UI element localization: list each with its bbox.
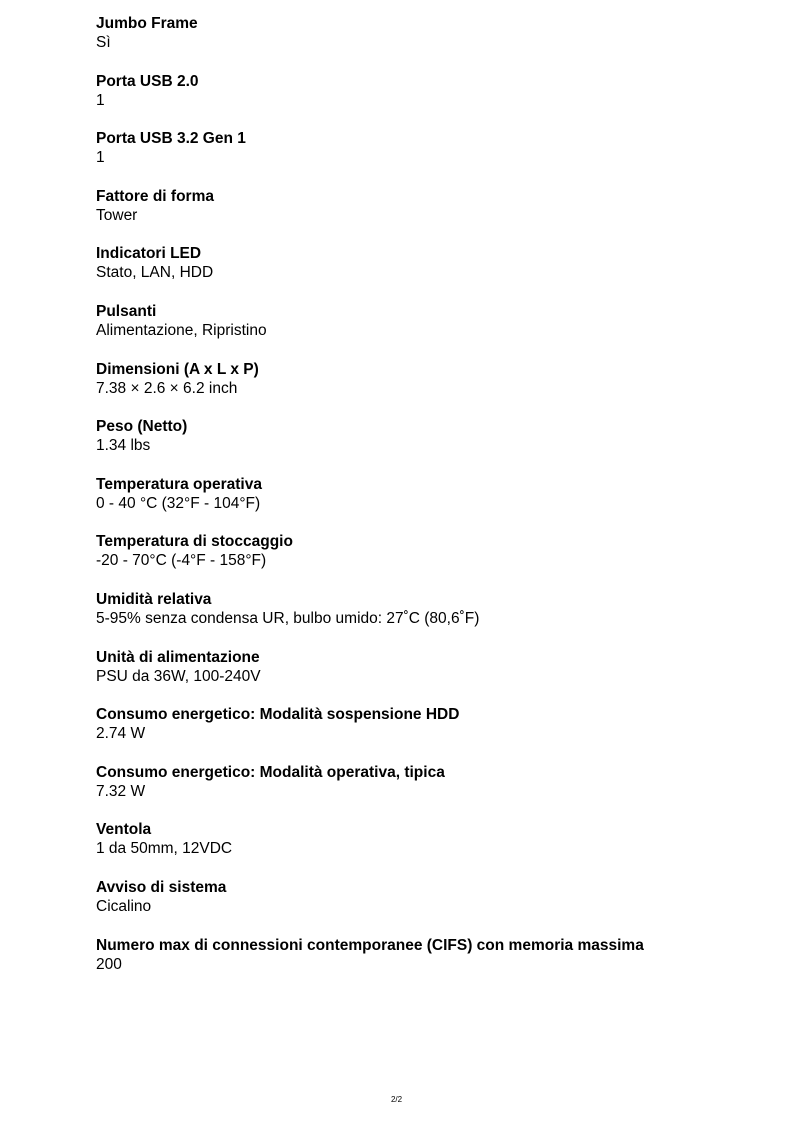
spec-item-power-hdd-sleep xyxy=(96,705,756,763)
spec-item-usb-2 xyxy=(96,72,756,130)
spec-label: Indicatori LED xyxy=(96,245,202,263)
spec-item-power-operating xyxy=(96,763,756,821)
spec-item-fan xyxy=(96,820,756,878)
spec-label: Ventola xyxy=(96,821,152,839)
spec-value: 7.32 W xyxy=(96,782,146,800)
spec-label: Consumo energetico: Modalità sospensione HDD xyxy=(96,706,460,724)
spec-item-form-factor xyxy=(96,187,756,245)
spec-list xyxy=(96,14,756,993)
spec-value: -20 - 70°C (-4°F - 158°F) xyxy=(96,552,267,570)
spec-label: Peso (Netto) xyxy=(96,418,188,436)
spec-label: Dimensioni (A x L x P) xyxy=(96,360,259,378)
spec-value: 1.34 lbs xyxy=(96,437,151,455)
spec-value: Tower xyxy=(96,206,138,224)
spec-item-system-alert xyxy=(96,878,756,936)
spec-item-jumbo-frame xyxy=(96,14,756,72)
spec-label: Porta USB 2.0 xyxy=(96,72,199,90)
spec-label: Umidità relativa xyxy=(96,590,212,608)
spec-label: Jumbo Frame xyxy=(96,15,198,32)
spec-label: Unità di alimentazione xyxy=(96,648,260,666)
spec-item-weight xyxy=(96,417,756,475)
spec-item-usb-3-2 xyxy=(96,129,756,187)
spec-value: Alimentazione, Ripristino xyxy=(96,321,267,339)
spec-value: 7.38 × 2.6 × 6.2 inch xyxy=(96,379,238,397)
spec-value: Sì xyxy=(96,34,111,51)
spec-value: 2.74 W xyxy=(96,725,146,743)
page-number: 2/2 xyxy=(390,1095,403,1104)
spec-item-led-indicators xyxy=(96,244,756,302)
spec-label: Temperatura di stoccaggio xyxy=(96,533,293,551)
spec-value: 1 da 50mm, 12VDC xyxy=(96,840,233,858)
spec-item-buttons xyxy=(96,302,756,360)
spec-item-storage-temperature xyxy=(96,532,756,590)
spec-value: 1 xyxy=(96,91,105,109)
spec-value: 5-95% senza condensa UR, bulbo umido: 27˚C (80,6˚F) xyxy=(96,609,480,627)
spec-item-dimensions xyxy=(96,360,756,418)
spec-label: Temperatura operativa xyxy=(96,475,262,493)
spec-value: Stato, LAN, HDD xyxy=(96,264,214,282)
spec-label: Porta USB 3.2 Gen 1 xyxy=(96,130,246,148)
spec-item-relative-humidity xyxy=(96,590,756,648)
spec-value: Cicalino xyxy=(96,897,152,915)
spec-value: 1 xyxy=(96,149,105,167)
spec-value: 0 - 40 °C (32°F - 104°F) xyxy=(96,494,261,512)
spec-label: Numero max di connessioni contemporanee (CIFS) con memoria massima xyxy=(96,936,644,954)
spec-label: Pulsanti xyxy=(96,302,157,320)
spec-item-max-cifs-connections xyxy=(96,936,756,994)
spec-item-power-supply xyxy=(96,648,756,706)
spec-label: Fattore di forma xyxy=(96,187,214,205)
spec-value: 200 xyxy=(96,955,122,973)
spec-value: PSU da 36W, 100-240V xyxy=(96,667,261,685)
spec-item-operating-temperature xyxy=(96,475,756,533)
spec-label: Consumo energetico: Modalità operativa, tipica xyxy=(96,763,445,781)
spec-label: Avviso di sistema xyxy=(96,878,227,896)
